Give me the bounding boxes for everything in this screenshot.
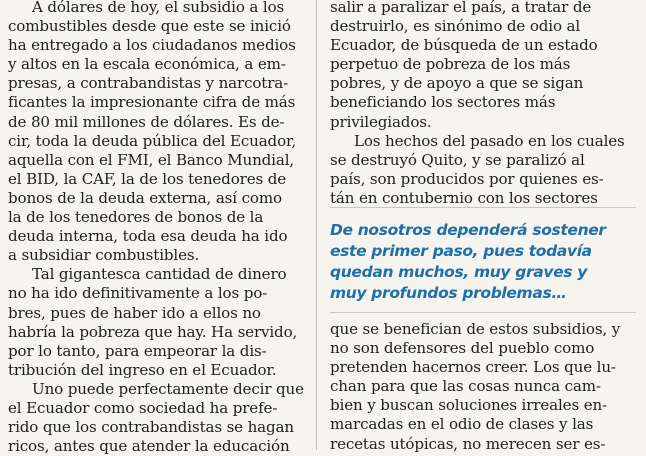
paragraph-line: perpetuo de pobreza de los más [330, 55, 571, 74]
paragraph-line: país, son producidos por quienes es- [330, 169, 604, 188]
paragraph-line: tribución del ingreso en el Ecuador. [8, 360, 277, 379]
paragraph-line: se destruyó Quito, y se paralizó al [330, 150, 585, 169]
paragraph-line: no son defensores del pueblo como [330, 339, 595, 358]
paragraph-line: marcadas en el odio de clases y las [330, 415, 594, 434]
paragraph-line: de 80 mil millones de dólares. Es de- [8, 112, 285, 131]
pull-quote-text [330, 208, 636, 304]
paragraph-line: beneficiando los sectores más [330, 93, 556, 112]
article-left-column [8, 0, 310, 456]
article-right-column-bottom [330, 320, 630, 454]
paragraph-line: bien y buscan soluciones irreales en- [330, 396, 608, 415]
paragraph-line: aquella con el FMI, el Banco Mundial, [8, 150, 295, 169]
paragraph-line: pobres, y de apoyo a que se sigan [330, 74, 584, 93]
paragraph-line: habría la pobreza que hay. Ha servido, [8, 322, 298, 341]
paragraph-line: a subsidiar combustibles. [8, 246, 200, 265]
pull-quote-line: muy profundos problemas… [330, 284, 567, 302]
paragraph-line: por lo tanto, para empeorar la dis- [8, 341, 267, 360]
paragraph-line: recetas utópicas, no merecen ser es- [330, 434, 606, 453]
paragraph-line: rido que los contrabandistas se hagan [8, 418, 294, 437]
paragraph-line: ricos, antes que atender la educación [8, 437, 290, 456]
paragraph-line: el BID, la CAF, la de los tenedores de [8, 169, 287, 188]
pull-quote-line: este primer paso, pues todavía [330, 242, 592, 260]
paragraph-line: destruirlo, es sinónimo de odio al [330, 17, 581, 36]
article-right-column-top [330, 0, 630, 208]
column-divider [316, 0, 317, 450]
paragraph-line: deuda interna, toda esa deuda ha ido [8, 227, 288, 246]
paragraph-line: y altos en la escala económica, a em- [8, 55, 286, 74]
pull-quote-line: quedan muchos, muy graves y [330, 263, 587, 281]
paragraph-line: pretenden hacernos creer. Los que lu- [330, 358, 616, 377]
paragraph-line: bonos de la deuda externa, así como [8, 188, 282, 207]
paragraph-line: combustibles desde que este se inició [8, 17, 291, 36]
pull-quote [330, 207, 636, 313]
paragraph-line: que se benefician de estos subsidios, y [330, 320, 621, 338]
pull-quote-line: De nosotros dependerá sostener [330, 221, 606, 239]
paragraph-line: bres, pues de haber ido a ellos no [8, 303, 261, 322]
paragraph-line: Uno puede perfectamente decir que [32, 379, 304, 398]
paragraph-line: cir, toda la deuda pública del Ecuador, [8, 131, 297, 150]
paragraph-line: A dólares de hoy, el subsidio a los [32, 0, 285, 16]
paragraph-line: no ha ido definitivamente a los po- [8, 284, 268, 303]
paragraph-line: chan para que las cosas nunca cam- [330, 377, 601, 396]
paragraph-line: ha entregado a los ciudadanos medios [8, 36, 296, 55]
paragraph-line: presas, a contrabandistas y narcotra- [8, 74, 289, 93]
paragraph-line: el Ecuador como sociedad ha prefe- [8, 398, 278, 417]
paragraph-line: Los hechos del pasado en los cuales [354, 131, 625, 150]
paragraph-line: salir a paralizar el país, a tratar de [330, 0, 592, 16]
paragraph-line: ficantes la impresionante cifra de más [8, 93, 296, 112]
paragraph-line: Tal gigantesca cantidad de dinero [32, 265, 287, 284]
paragraph-line: la de los tenedores de bonos de la [8, 208, 264, 227]
paragraph-line: Ecuador, de búsqueda de un estado [330, 36, 598, 55]
paragraph-line: privilegiados. [330, 112, 432, 131]
paragraph-line: tán en contubernio con los sectores [330, 188, 598, 207]
